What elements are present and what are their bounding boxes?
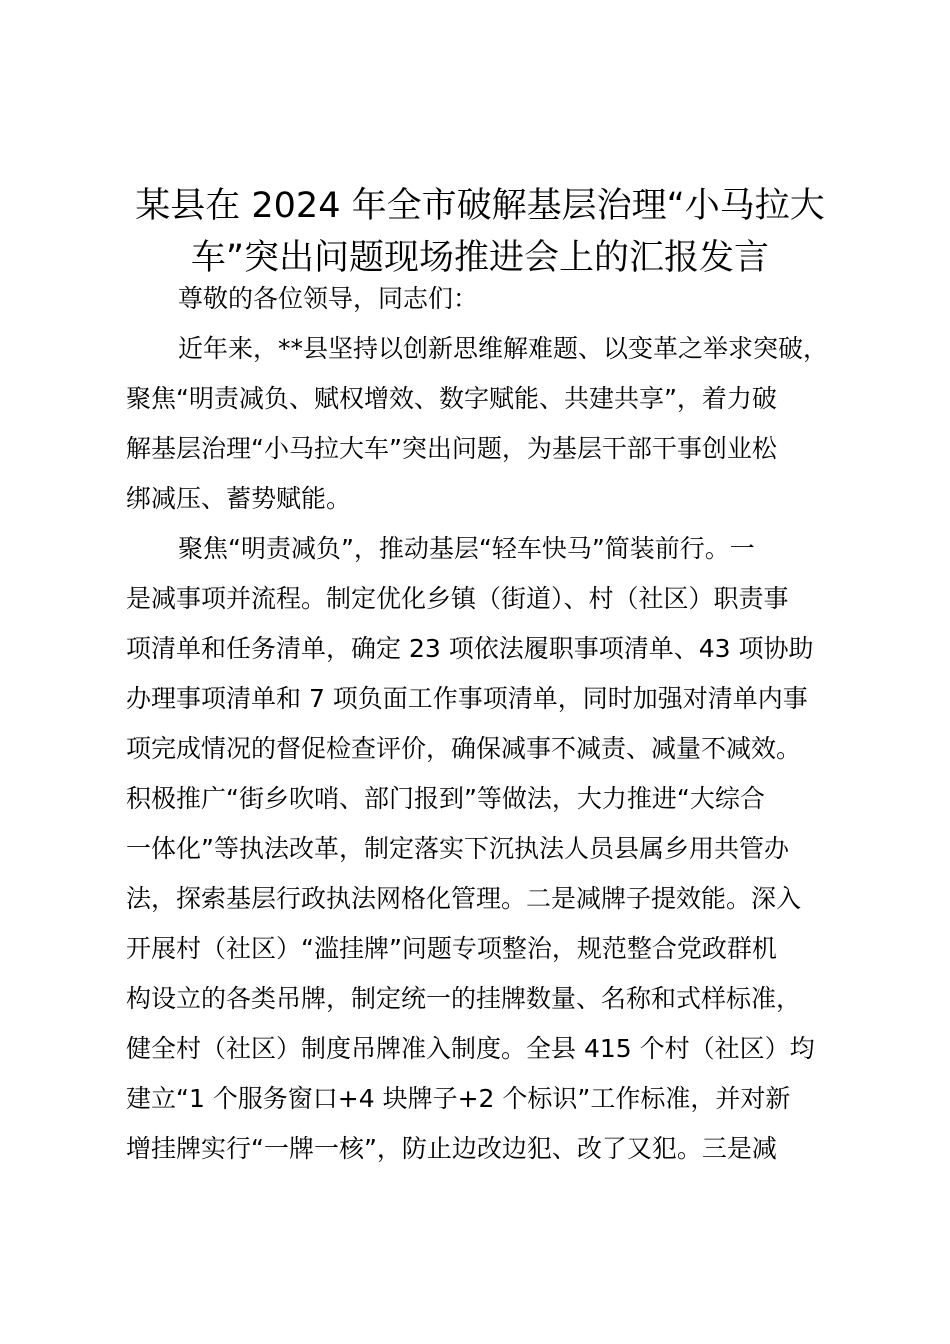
document-title — [120, 180, 840, 284]
paragraph-line: 开展村（社区）“滥挂牌”问题专项整治，规范整合党政群机 — [126, 934, 777, 963]
paragraph-line: 项清单和任务清单，确定 23 项依法履职事项清单、43 项协助 — [126, 634, 814, 663]
paragraph-line: 项完成情况的督促检查评价，确保减事不减责、减量不减效。 — [126, 734, 802, 763]
paragraph-line: 绑减压、蓄势赋能。 — [126, 484, 352, 513]
paragraph-line: 建立“1 个服务窗口+4 块牌子+2 个标识”工作标准，并对新 — [126, 1084, 791, 1113]
paragraph-line: 构设立的各类吊牌，制定统一的挂牌数量、名称和式样标准， — [126, 984, 802, 1013]
paragraph-line: 健全村（社区）制度吊牌准入制度。全县 415 个村（社区）均 — [126, 1034, 815, 1063]
title-line: 车”突出问题现场推进会上的汇报发言 — [190, 238, 770, 278]
paragraph-line: 聚焦“明责减负”，推动基层“轻车快马”简装前行。一 — [178, 534, 755, 563]
paragraph-line: 聚焦“明责减负、赋权增效、数字赋能、共建共享”，着力破 — [126, 384, 777, 413]
paragraph-line: 办理事项清单和 7 项负面工作事项清单，同时加强对清单内事 — [126, 684, 808, 713]
paragraph-line: 是减事项并流程。制定优化乡镇（街道）、村（社区）职责事 — [126, 584, 789, 613]
paragraph-line: 一体化”等执法改革，制定落实下沉执法人员县属乡用共管办 — [126, 834, 789, 863]
paragraph-line: 积极推广“街乡吹哨、部门报到”等做法，大力推进“大综合 — [126, 784, 765, 813]
paragraph-line: 增挂牌实行“一牌一核”，防止边改边犯、改了又犯。三是减 — [126, 1134, 777, 1163]
salutation: 尊敬的各位领导，同志们： — [178, 284, 479, 313]
document-body — [126, 274, 866, 1174]
title-line: 某县在 2024 年全市破解基层治理“小马拉大 — [135, 186, 825, 226]
paragraph-line: 解基层治理“小马拉大车”突出问题，为基层干部干事创业松 — [126, 434, 777, 463]
paragraph-line: 法，探索基层行政执法网格化管理。二是减牌子提效能。深入 — [126, 884, 802, 913]
paragraph-line: 近年来，**县坚持以创新思维解难题、以变革之举求突破， — [178, 334, 829, 363]
